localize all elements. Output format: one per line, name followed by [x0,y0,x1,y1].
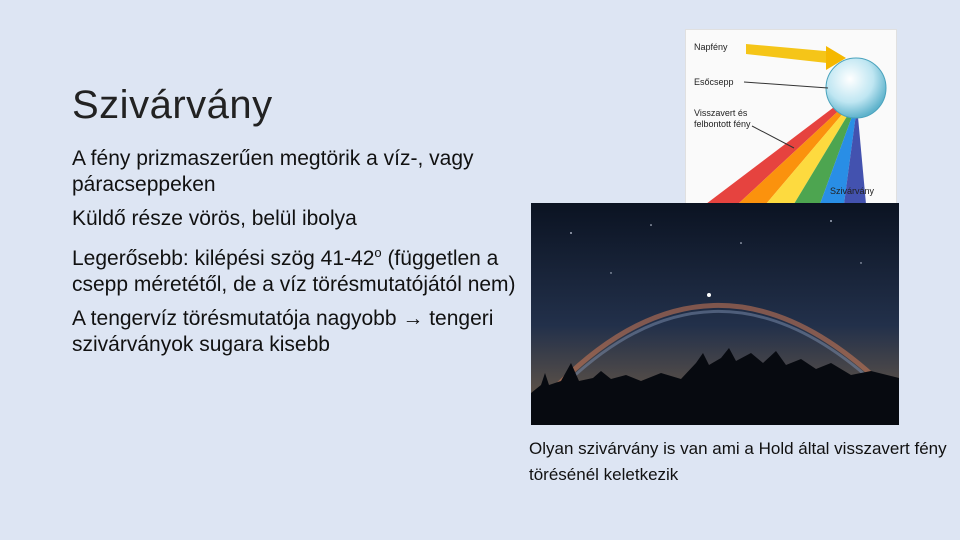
sun-beam [746,44,836,64]
label-reflected-2: felbontott fény [694,119,751,129]
star [860,262,861,263]
star [830,220,832,222]
star [610,272,611,273]
reflected-pointer [752,126,794,148]
night-rainbow-photo [531,203,899,425]
raindrop-icon [826,58,886,118]
bullet-list [72,146,522,366]
label-reflected-1: Visszavert és [694,108,748,118]
bullet-item [72,240,522,298]
star [740,242,742,244]
degree-superscript: o [374,245,382,260]
label-sunlight: Napfény [694,42,728,52]
bullet-item: A fény prizmaszerűen megtörik a víz-, vagy páracseppeken [72,147,474,196]
rainbow-diagram-svg [686,30,896,204]
raindrop-pointer [744,82,828,88]
slide-title: Szivárvány [72,82,273,127]
label-raindrop: Esőcsepp [694,77,734,87]
label-rainbow: Szivárvány [830,186,875,196]
bullet-item: A tengervíz törésmutatója nagyobb → tengeri szivárványok sugara kisebb [72,307,494,356]
rainbow-diagram [685,29,897,205]
star [650,224,652,226]
star [570,232,572,234]
photo-caption: Olyan szivárvány is van ami a Hold által visszavert fény törésénél keletkezik [529,439,947,484]
bullet-text: Legerősebb: kilépési szög 41-42 [72,247,375,270]
bullet-item: Küldő része vörös, belül ibolya [72,207,357,230]
bright-star [707,293,711,297]
bullet-text: (független a csepp méretétől, de a víz törésmutatójától nem) [72,247,516,296]
night-rainbow-svg [531,203,899,425]
